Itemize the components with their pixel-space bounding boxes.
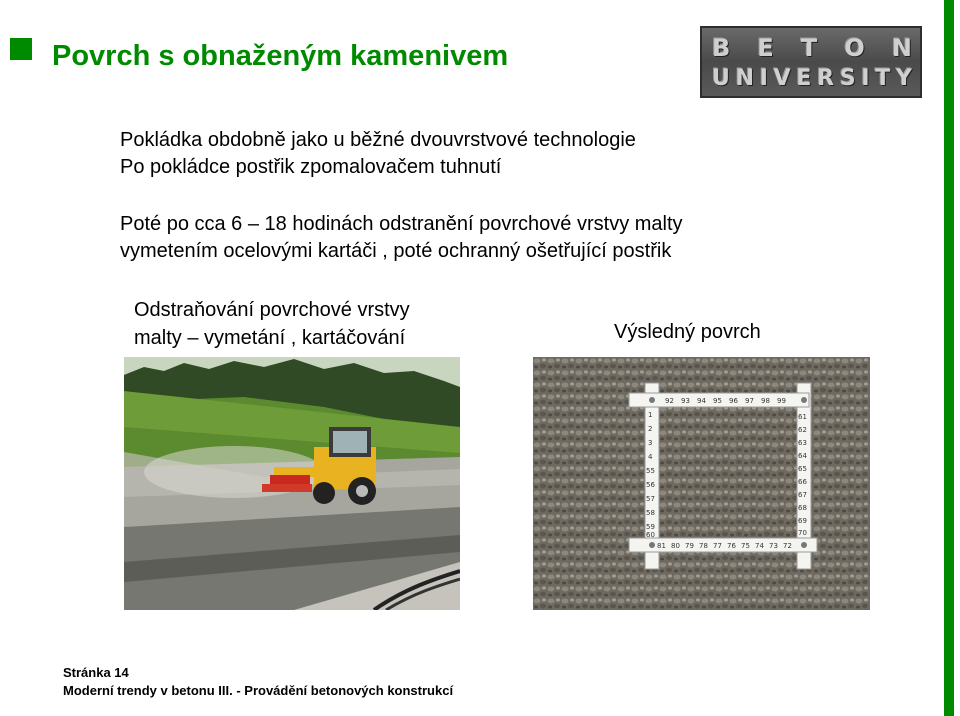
logo-letter: I [861,66,870,91]
left-photo-caption [134,296,410,352]
ruler-number: 59 [646,523,655,531]
logo-letter: S [839,66,856,91]
logo-letter: N [891,34,912,62]
ruler-number: 66 [798,478,807,486]
logo-word-beton [712,34,912,62]
ruler-number: 77 [713,542,722,550]
ruler-number: 62 [798,426,807,434]
logo-letter: E [757,34,774,62]
text-line: Pokládka obdobně jako u běžné dvouvrstvové technologie [120,129,636,151]
ruler-number: 73 [769,542,778,550]
ruler-number: 97 [745,397,754,405]
ruler-number: 3 [648,439,653,447]
text-line: Po pokládce postřik zpomalovačem tuhnutí [120,156,502,178]
logo-letter: U [712,66,730,91]
title-marker [10,38,32,60]
ruler-number: 61 [798,413,807,421]
ruler-number: 99 [777,397,786,405]
text-line: Poté po cca 6 – 18 hodinách odstranění povrchové vrstvy malty [120,213,683,235]
logo-letter: N [735,66,755,91]
ruler-number: 58 [646,509,655,517]
right-photo-caption: Výsledný povrch [614,321,761,343]
ruler-number: 76 [727,542,736,550]
ruler-number: 65 [798,465,807,473]
logo-letter: E [796,66,812,91]
photo-brushing-scene [124,357,460,610]
footer-course-title: Moderní trendy v betonu III. - Provádění betonových konstrukcí [63,683,454,698]
logo-letter: T [800,34,818,62]
ruler-number: 70 [798,529,807,537]
ruler-number: 80 [671,542,680,550]
ruler-number: 63 [798,439,807,447]
logo-letter: I [759,66,768,91]
logo-letter: O [844,34,865,62]
ruler-number: 96 [729,397,738,405]
footer-page-number: Stránka 14 [63,665,129,680]
intro-paragraph [120,127,636,181]
ruler-number: 74 [755,542,764,550]
photo-brushing-machine [124,357,460,610]
ruler-number: 56 [646,481,655,489]
ruler-number: 93 [681,397,690,405]
photo-exposed-aggregate [533,357,870,610]
logo-letter: B [712,34,731,62]
ruler-number: 79 [685,542,694,550]
ruler-number: 95 [713,397,722,405]
text-line: vymetením ocelovými kartáči , poté ochranný ošetřující postřik [120,240,672,262]
right-accent-bar [944,0,954,716]
ruler-number: 69 [798,517,807,525]
logo-word-university [712,66,912,91]
beton-university-logo [700,26,922,98]
ruler-number: 1 [648,411,653,419]
ruler-number: 60 [646,531,655,539]
ruler-number: 55 [646,467,655,475]
logo-letter: T [875,66,891,91]
ruler-number: 81 [657,542,666,550]
ruler-number: 75 [741,542,750,550]
slide-title: Povrch s obnaženým kamenivem [52,40,509,72]
caption-line: malty – vymetání , kartáčování [134,327,406,349]
ruler-number: 68 [798,504,807,512]
ruler-number: 92 [665,397,674,405]
ruler-number: 57 [646,495,655,503]
process-paragraph [120,211,683,265]
ruler-number: 64 [798,452,807,460]
caption-line: Odstraňování povrchové vrstvy [134,299,410,321]
logo-letter: R [817,66,835,91]
logo-letter: Y [896,66,912,91]
ruler-number: 72 [783,542,792,550]
ruler-number: 94 [697,397,706,405]
ruler-number: 2 [648,425,653,433]
logo-letter: V [773,66,791,91]
ruler-number: 98 [761,397,770,405]
ruler-number: 4 [648,453,653,461]
photo-surface-scene [533,357,870,610]
ruler-number: 78 [699,542,708,550]
ruler-number: 67 [798,491,807,499]
